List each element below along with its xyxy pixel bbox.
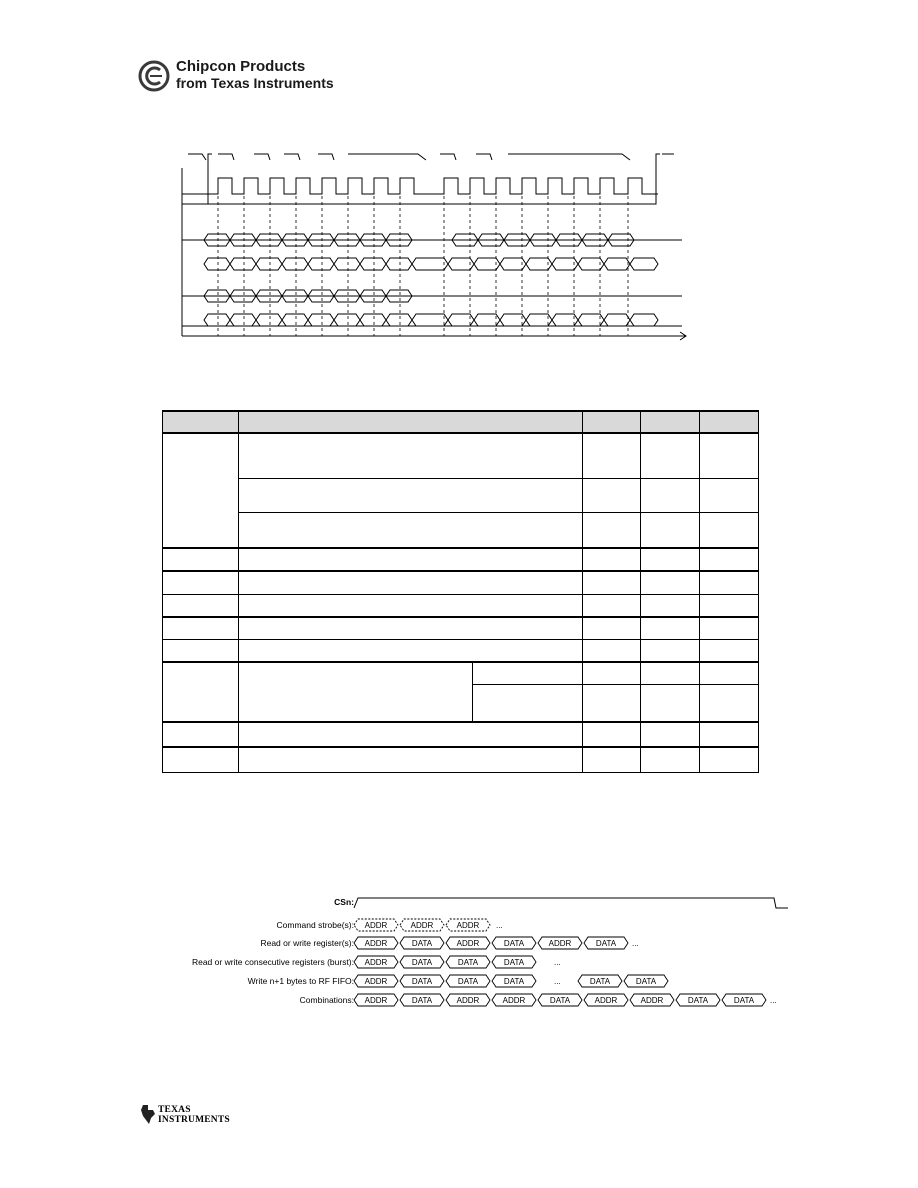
burst-token [492, 975, 536, 987]
bus-segment [282, 258, 308, 270]
burst-token [492, 994, 536, 1006]
svg-text:ADDR: ADDR [456, 939, 480, 948]
burst-token [446, 919, 490, 931]
sclk-edge-markers [188, 154, 674, 160]
bus-segment [230, 314, 256, 326]
svg-text:ADDR: ADDR [410, 921, 434, 930]
svg-text:ADDR: ADDR [594, 996, 618, 1005]
svg-text:DATA: DATA [503, 939, 525, 948]
ti-logo-line1: TEXAS [158, 1105, 191, 1115]
bus-segment [282, 314, 308, 326]
burst-token [492, 937, 536, 949]
burst-token [584, 937, 628, 949]
svg-text:ADDR: ADDR [364, 921, 388, 930]
burst-token [538, 937, 582, 949]
table-row [163, 722, 759, 747]
svg-text:DATA: DATA [549, 996, 571, 1005]
burst-token [446, 975, 490, 987]
burst-label: Read or write consecutive registers (burst): [191, 957, 354, 967]
burst-token [400, 919, 444, 931]
brand-line-1: Chipcon Products [176, 58, 306, 75]
table-header-row [163, 411, 759, 433]
bus-segment [256, 314, 282, 326]
bus-segment [334, 258, 360, 270]
ti-logo-line2: INSTRUMENTS [158, 1115, 230, 1125]
svg-text:DATA: DATA [635, 977, 657, 986]
table-row [163, 617, 759, 639]
table-row [163, 512, 759, 548]
burst-ellipsis: ... [554, 958, 561, 967]
burst-token [354, 994, 398, 1006]
csn-label: CSn: [334, 897, 354, 907]
bus-segment [360, 314, 386, 326]
burst-token [400, 975, 444, 987]
timing-spec-table [162, 410, 759, 773]
bus-segment [256, 258, 282, 270]
table-row [163, 662, 759, 684]
svg-text:DATA: DATA [503, 958, 525, 967]
burst-ellipsis: ... [632, 939, 639, 948]
csn-waveform [182, 154, 212, 204]
svg-text:DATA: DATA [589, 977, 611, 986]
rw-register-label: Read or write register(s): [260, 938, 354, 948]
combinations-label: Combinations: [299, 995, 354, 1005]
table-row [163, 747, 759, 772]
brand-line-2: from Texas Instruments [176, 75, 334, 91]
burst-token [446, 937, 490, 949]
burst-token [400, 956, 444, 968]
table-row [163, 433, 759, 478]
chipcon-logo-icon [138, 60, 170, 92]
svg-text:DATA: DATA [733, 996, 755, 1005]
texas-state-icon [140, 1104, 156, 1126]
svg-text:ADDR: ADDR [502, 996, 526, 1005]
burst-token [354, 919, 398, 931]
bus-segment [412, 314, 448, 326]
cmd-strobe-label: Command strobe(s): [276, 920, 354, 930]
burst-token [492, 956, 536, 968]
burst-token [446, 956, 490, 968]
svg-text:DATA: DATA [595, 939, 617, 948]
svg-text:ADDR: ADDR [364, 977, 388, 986]
bus-segment [604, 314, 630, 326]
bus-segment [386, 314, 412, 326]
fifo-label: Write n+1 bytes to RF FIFO: [247, 976, 354, 986]
bus-segment [412, 258, 448, 270]
table-row [163, 478, 759, 512]
burst-token [578, 975, 622, 987]
burst-token [446, 994, 490, 1006]
bus-segment [308, 314, 334, 326]
table-row [163, 548, 759, 571]
bus-waveforms [204, 234, 658, 326]
svg-text:ADDR: ADDR [456, 921, 480, 930]
bus-segment [630, 258, 658, 270]
timing-gridlines [218, 178, 628, 336]
table-row [163, 571, 759, 594]
burst-ellipsis: ... [496, 921, 503, 930]
svg-text:ADDR: ADDR [364, 939, 388, 948]
bus-segment [604, 258, 630, 270]
csn-burst-waveform [354, 898, 788, 908]
burst-token [538, 994, 582, 1006]
svg-text:DATA: DATA [457, 977, 479, 986]
svg-text:DATA: DATA [503, 977, 525, 986]
burst-token [722, 994, 766, 1006]
svg-text:ADDR: ADDR [364, 958, 388, 967]
burst-ellipsis: ... [770, 996, 777, 1005]
bus-segment [360, 258, 386, 270]
burst-token [354, 956, 398, 968]
bus-segment [204, 258, 230, 270]
burst-token [584, 994, 628, 1006]
bus-segment [204, 314, 230, 326]
spi-timing-diagram [178, 148, 698, 348]
table-row [163, 594, 759, 617]
burst-token [400, 994, 444, 1006]
burst-token [676, 994, 720, 1006]
svg-text:DATA: DATA [687, 996, 709, 1005]
bus-segment [230, 258, 256, 270]
burst-waveforms [160, 894, 800, 1014]
svg-text:DATA: DATA [411, 996, 433, 1005]
svg-text:ADDR: ADDR [548, 939, 572, 948]
burst-token [400, 937, 444, 949]
chipcon-header [138, 58, 378, 98]
bus-segment [630, 314, 658, 326]
bus-segment [308, 258, 334, 270]
ti-footer-logo [140, 1104, 230, 1132]
svg-text:ADDR: ADDR [640, 996, 664, 1005]
svg-text:DATA: DATA [411, 977, 433, 986]
burst-ellipsis: ... [554, 977, 561, 986]
burst-token [354, 975, 398, 987]
svg-text:DATA: DATA [411, 958, 433, 967]
burst-token [354, 937, 398, 949]
bus-segment [334, 314, 360, 326]
svg-text:DATA: DATA [457, 958, 479, 967]
burst-token [630, 994, 674, 1006]
spi-access-types-diagram [160, 894, 800, 1014]
svg-text:ADDR: ADDR [456, 996, 480, 1005]
svg-text:ADDR: ADDR [364, 996, 388, 1005]
table-row [163, 639, 759, 662]
sclk-waveform [182, 178, 658, 194]
bus-segment [386, 258, 412, 270]
svg-text:DATA: DATA [411, 939, 433, 948]
burst-token [624, 975, 668, 987]
